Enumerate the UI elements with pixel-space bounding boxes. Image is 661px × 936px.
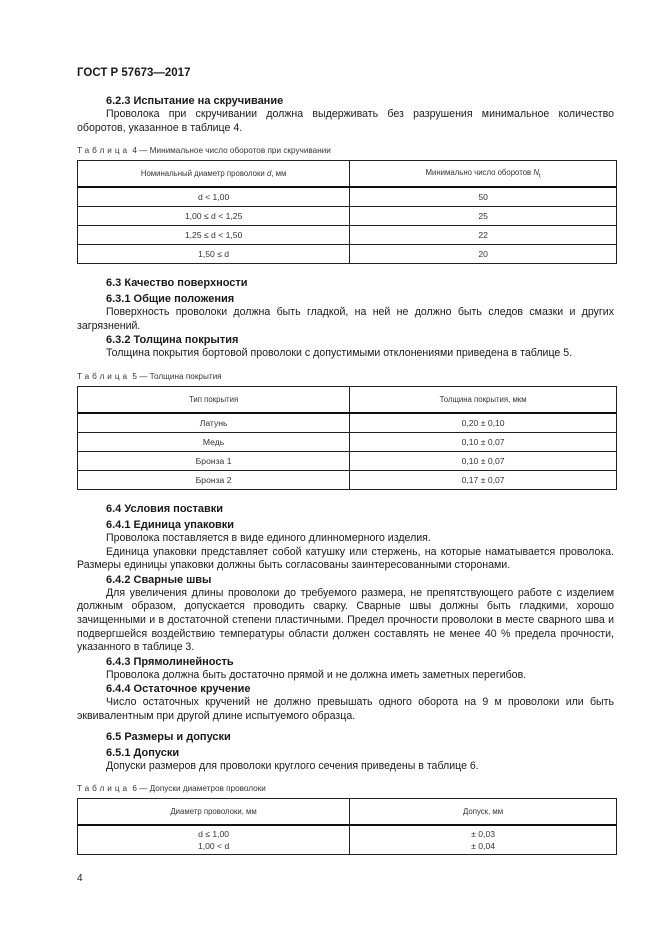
table-row xyxy=(78,470,617,489)
table-cell: 25 xyxy=(350,207,617,226)
table-cell: 0,17 ± 0,07 xyxy=(350,470,617,489)
table-5-caption xyxy=(77,371,614,382)
section-heading: 6.3 Качество поверхности xyxy=(106,277,248,290)
cell-line: d ≤ 1,00 xyxy=(198,829,230,840)
column-header: Тип покрытия xyxy=(78,386,350,413)
table-cell: Медь xyxy=(78,432,350,451)
cell-line: ± 0,04 xyxy=(471,841,496,852)
paragraph: Проволока должна быть достаточно прямой и не должна иметь заметных перегибов. xyxy=(106,668,527,681)
caption-label: Таблица xyxy=(77,146,131,156)
column-header: Номинальный диаметр проволоки d, мм xyxy=(78,161,350,188)
section-6-4 xyxy=(77,502,614,724)
column-header: Минимально число оборотов $N_t$ xyxy=(350,161,617,188)
table-cell: Бронза 2 xyxy=(78,470,350,489)
table-cell: 1,50 ≤ d xyxy=(78,245,350,264)
table-6-caption xyxy=(77,783,614,794)
paragraph: Проволока при скручивании должна выдерживать без разрушения минимальное количество оборотов, указанное в таблице 4. xyxy=(77,108,614,134)
table-cell xyxy=(78,825,350,855)
section-heading: 6.4.4 Остаточное кручение xyxy=(106,683,251,696)
section-6-5 xyxy=(77,730,614,774)
section-heading: 6.5 Размеры и допуски xyxy=(106,730,231,743)
table-row xyxy=(78,187,617,207)
paragraph: Проволока поставляется в виде единого длинномерного изделия. xyxy=(106,531,431,544)
paragraph: Толщина покрытия бортовой проволоки с допустимыми отклонениями приведена в таблице 5. xyxy=(106,347,573,360)
paragraph: Единица упаковки представляет собой катушку или стержень, на которые наматывается проволока. Размеры единицы упаковки должны быть согласованы заинтересованными сторонами. xyxy=(77,545,614,572)
paragraph: Число остаточных кручений не должно превышать одного оборота на 9 м проволоки или быть эквивалентным при другой длине испытуемого образца. xyxy=(77,696,614,722)
table-cell: 22 xyxy=(350,226,617,245)
table-5 xyxy=(77,386,614,490)
section-heading: 6.4.3 Прямолинейность xyxy=(106,655,234,668)
table-cell: 0,10 ± 0,07 xyxy=(350,432,617,451)
caption-title: 5 — Толщина покрытия xyxy=(130,371,222,381)
section-heading: 6.4.2 Сварные швы xyxy=(106,573,212,586)
column-header: Допуск, мм xyxy=(350,799,617,826)
table-row xyxy=(78,226,617,245)
table-cell: 0,20 ± 0,10 xyxy=(350,413,617,433)
table-row xyxy=(78,432,617,451)
page-number: 4 xyxy=(77,873,83,885)
document-header: ГОСТ Р 57673—2017 xyxy=(77,67,191,79)
section-heading: 6.2.3 Испытание на скручивание xyxy=(106,95,284,107)
caption-title: 4 — Минимальное число оборотов при скручивании xyxy=(130,146,331,156)
caption-label: Таблица xyxy=(77,784,131,794)
caption-label: Таблица xyxy=(77,371,131,381)
paragraph: Для увеличения длины проволоки до требуемого размера, не препятствующего работе с изделием должным образом, допускается проводить сварку. Сварные швы должны быть гладкими, хорошо зачищенными и в достаточной степени пластичными. Предел прочности проволоки в месте сварного шва и подвергшейся воздействию температуры области должен составлять не менее 40 % предела прочности, указанного в таблице 3. xyxy=(77,586,614,654)
table-cell: 0,10 ± 0,07 xyxy=(350,451,617,470)
caption-title: 6 — Допуски диаметров проволоки xyxy=(130,784,266,794)
table-row xyxy=(78,245,617,264)
table-4-caption xyxy=(77,145,614,156)
table-row xyxy=(78,413,617,433)
table-row xyxy=(78,825,617,855)
section-heading: 6.4.1 Единица упаковки xyxy=(106,518,235,531)
table-cell xyxy=(350,825,617,855)
table-6 xyxy=(77,798,614,855)
table-row xyxy=(78,207,617,226)
table-cell: Бронза 1 xyxy=(78,451,350,470)
section-heading: 6.4 Условия поставки xyxy=(106,502,224,515)
table-row xyxy=(78,451,617,470)
section-heading: 6.3.2 Толщина покрытия xyxy=(106,334,239,347)
table-cell: 1,00 ≤ d < 1,25 xyxy=(78,207,350,226)
table-cell: 20 xyxy=(350,245,617,264)
section-6-3 xyxy=(77,276,614,361)
column-header: Диаметр проволоки, мм xyxy=(78,799,350,826)
section-heading: 6.5.1 Допуски xyxy=(106,746,180,759)
paragraph: Поверхность проволоки должна быть гладкой, на ней не должно быть следов смазки и других загрязнений. xyxy=(77,306,614,332)
table-4 xyxy=(77,160,614,264)
table-cell: d < 1,00 xyxy=(78,187,350,207)
cell-line: ± 0,03 xyxy=(471,829,496,840)
paragraph: Допуски размеров для проволоки круглого сечения приведены в таблице 6. xyxy=(106,759,479,772)
table-cell: 50 xyxy=(350,187,617,207)
section-6-2-3 xyxy=(77,94,614,135)
table-cell: Латунь xyxy=(78,413,350,433)
cell-line: 1,00 < d xyxy=(197,841,230,852)
document-page xyxy=(77,66,614,885)
section-heading: 6.3.1 Общие положения xyxy=(106,293,235,306)
column-header: Толщина покрытия, мкм xyxy=(350,386,617,413)
table-cell: 1,25 ≤ d < 1,50 xyxy=(78,226,350,245)
